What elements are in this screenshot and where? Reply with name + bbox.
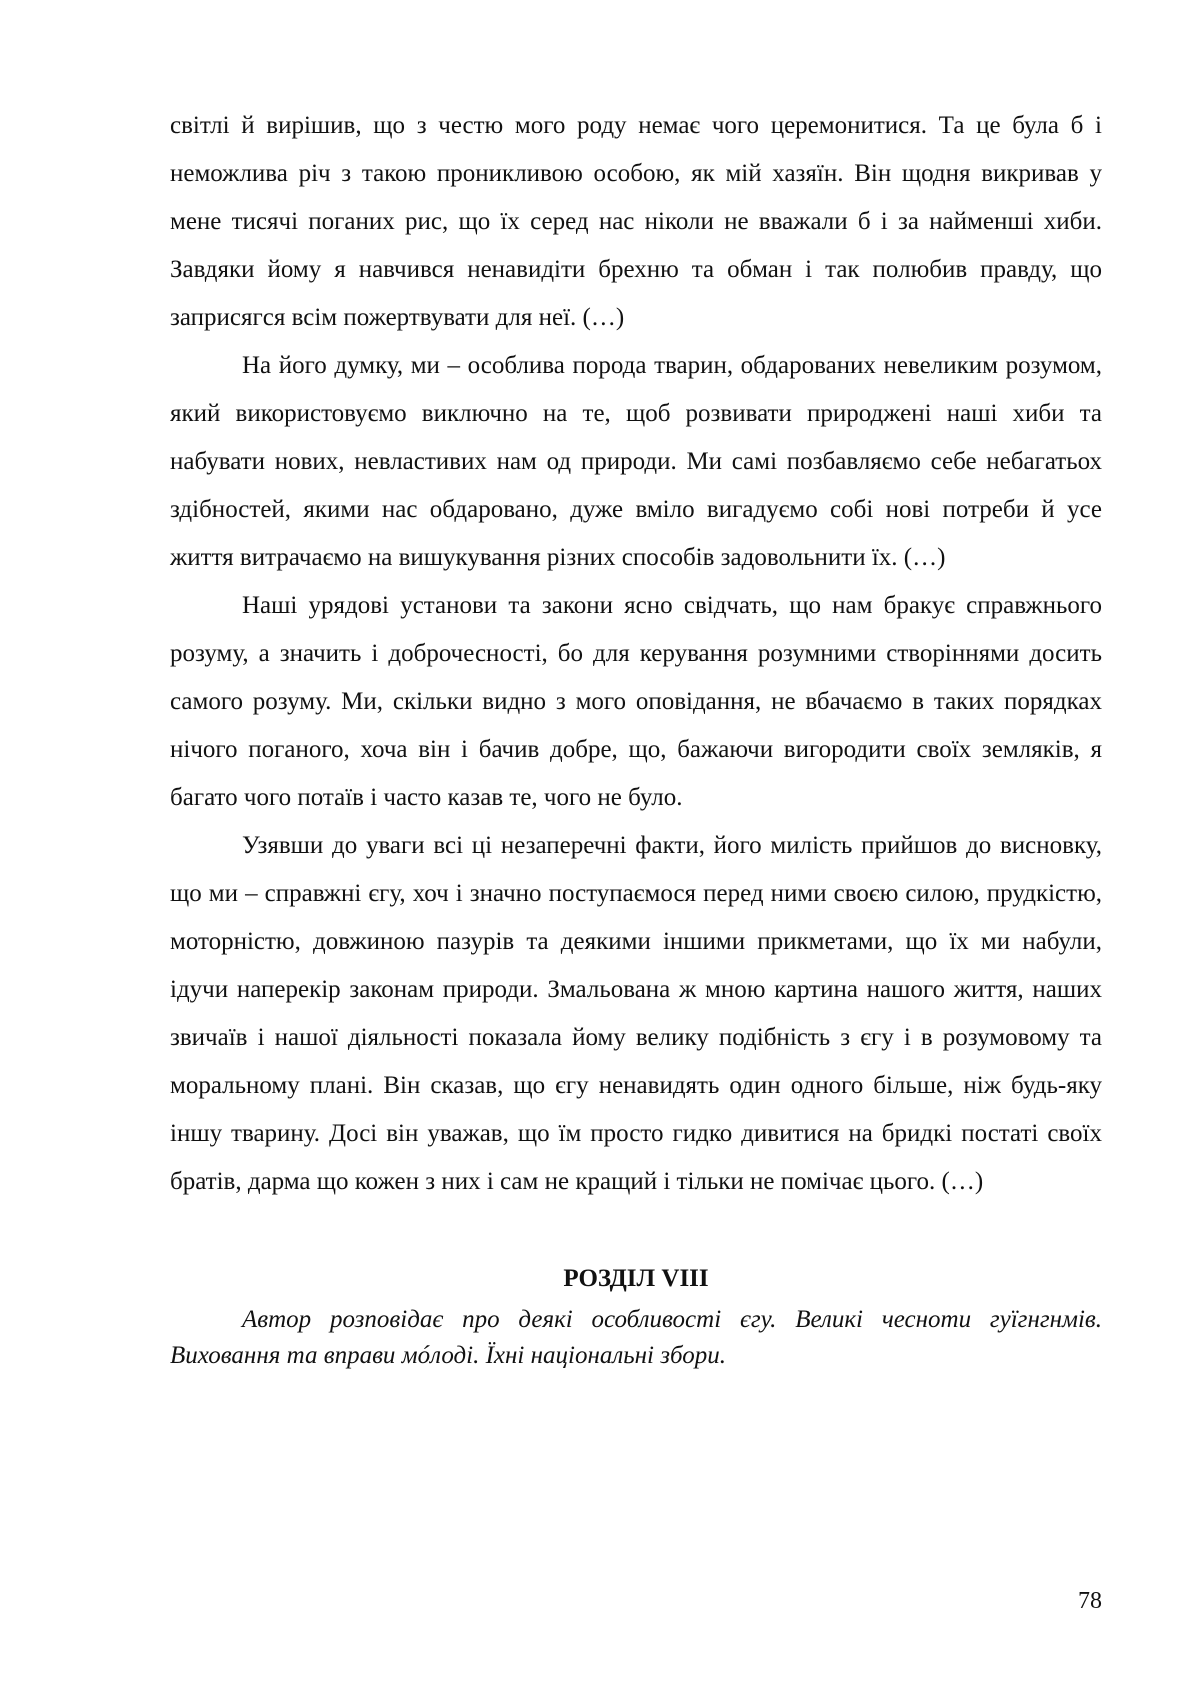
paragraph: Узявши до уваги всі ці незаперечні факти, його милість прийшов до висновку, що ми – справжні єгу, хоч і значно поступаємося перед ними своєю силою, прудкістю, моторністю, довжиною пазурів та деякими іншими прикметами, що їх ми набули, ідучи наперекір законам природи. Змальована ж мною картина нашого життя, наших звичаїв і нашої діяльності показала йому велику подібність з єгу і в розумовому та моральному плані. Він сказав, що єгу ненавидять один одного більше, ніж будь-яку іншу тварину. Досі він уважав, що їм просто гидко дивитися на бридкі постаті своїх братів, дарма що кожен з них і сам не кращий і тільки не помічає цього. (…) — [170, 832, 1102, 1195]
paragraph: На його думку, ми – особлива порода тварин, обдарованих невеликим розумом, який використовуємо виключно на те, щоб розвивати природжені наші хиби та набувати нових, невластивих нам од природи. Ми самі позбавляємо себе небагатьох здібностей, якими нас обдаровано, дуже вміло вигадуємо собі нові потреби й усе життя витрачаємо на вишукування різних способів задовольнити їх. (…) — [170, 352, 1102, 571]
paragraph: Наші урядові установи та закони ясно свідчать, що нам бракує справжнього розуму, а значить і доброчесності, бо для керування розумними створіннями досить самого розуму. Ми, скільки видно з мого оповідання, не вбачаємо в таких порядках нічого поганого, хоча він і бачив добре, що, бажаючи вигородити своїх земляків, я багато чого потаїв і часто казав те, чого не було. — [170, 592, 1102, 811]
page-number: 78 — [1078, 1588, 1102, 1614]
page-body — [170, 102, 1102, 1374]
section-title: РОЗДІЛ VIII — [563, 1265, 709, 1292]
paragraph-continuation: світлі й вирішив, що з честю мого роду немає чого церемонитися. Та це була б і неможлива річ з такою проникливою особою, як мій хазяїн. Він щодня викривав у мене тисячі поганих рис, що їх серед нас ніколи не вважали б і за найменші хиби. Завдяки йому я навчився ненавидіти брехню та обман і так полюбив правду, що заприсягся всім пожертвувати для неї. (…) — [170, 112, 1102, 331]
section-summary: Автор розповідає про деякі особливості єгу. Великі чесноти гуїгнгнмів. Виховання та вправи мóлоді. Їхні національні збори. — [170, 1306, 1102, 1369]
